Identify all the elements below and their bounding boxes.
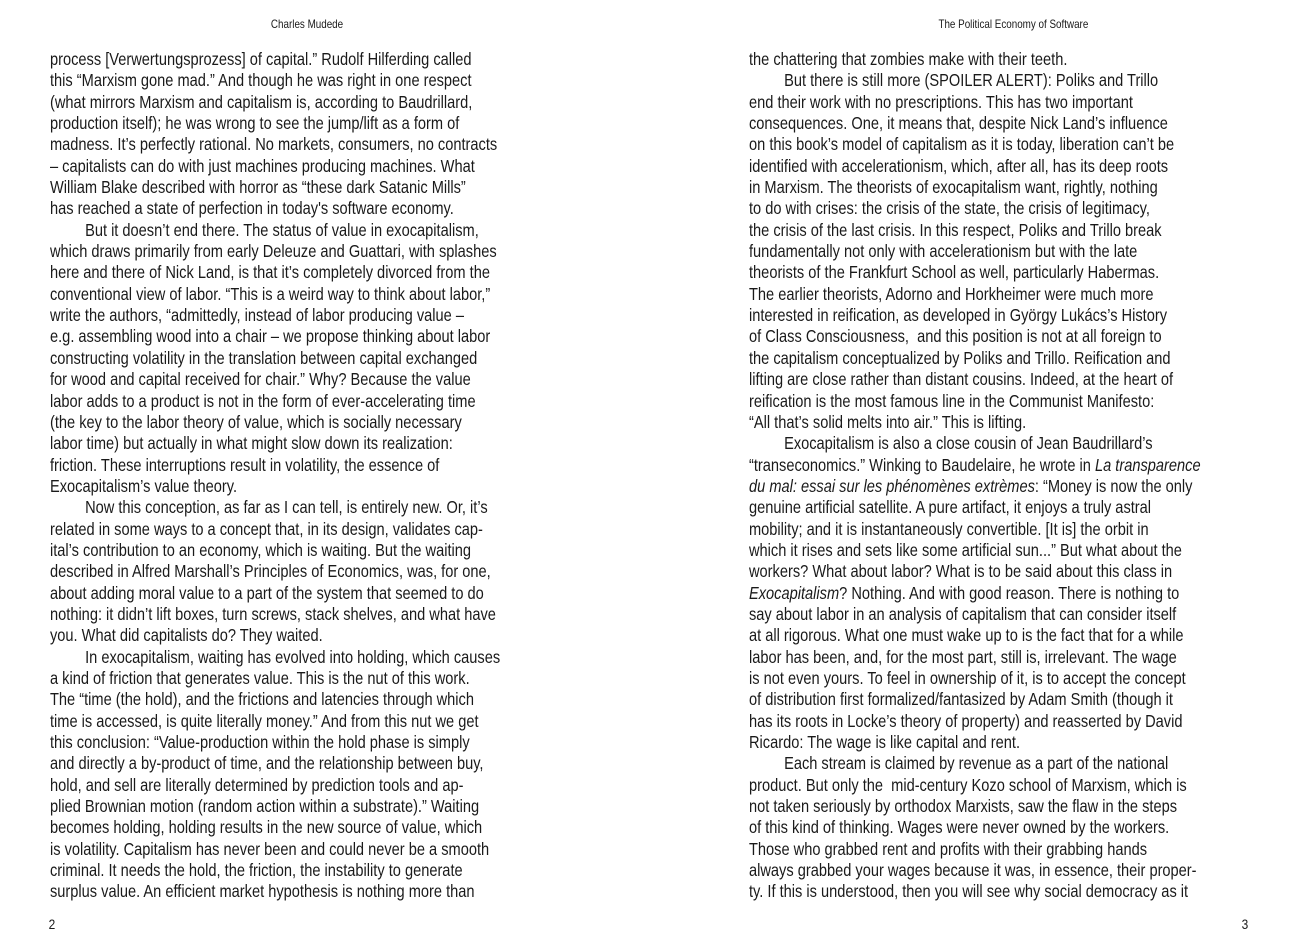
line-text: always grabbed your wages because it was, in essence, their proper- <box>749 860 1197 881</box>
text-line <box>50 625 500 646</box>
line-text: write the authors, “admittedly, instead of labor producing value – <box>50 305 464 326</box>
line-text: not taken seriously by orthodox Marxists, saw the flaw in the steps <box>749 796 1178 817</box>
text-line <box>50 305 500 326</box>
text-line <box>749 647 1201 668</box>
italic-title: Exocapitalism <box>749 582 840 603</box>
text-line <box>50 519 500 540</box>
text-line <box>50 433 500 454</box>
line-text: is not even yours. To feel in ownership of it, is to accept the concept <box>749 667 1186 688</box>
line-text: related in some ways to a concept that, in its design, validates cap- <box>50 518 483 539</box>
running-head-title: The Political Economy of Software <box>938 17 1089 31</box>
line-text: Now this conception, as far as I can tell, is entirely new. Or, it’s <box>85 497 488 518</box>
line-text: of distribution first formalized/fantasized by Adam Smith (though it <box>749 689 1173 710</box>
text-line <box>749 796 1201 817</box>
text-line <box>749 775 1201 796</box>
text-line <box>50 177 500 198</box>
line-text: described in Alfred Marshall’s Principles of Economics, was, for one, <box>50 561 491 582</box>
text-line <box>749 583 1201 604</box>
line-text: end their work with no prescriptions. This has two important <box>749 91 1133 112</box>
text-line <box>50 198 500 219</box>
line-text: at all rigorous. What one must wake up to is the fact that for a while <box>749 625 1184 646</box>
text-line <box>749 70 1201 91</box>
text-line <box>749 540 1201 561</box>
line-text: mobility; and it is instantaneously convertible. [It is] the orbit in <box>749 518 1149 539</box>
line-text: to do with crises: the crisis of the state, the crisis of legitimacy, <box>749 198 1150 219</box>
text-line <box>50 476 500 497</box>
right-page-body <box>749 49 1290 903</box>
text-line <box>50 70 500 91</box>
line-text: Exocapitalism’s value theory. <box>50 475 238 496</box>
text-line <box>749 839 1201 860</box>
text-line <box>749 689 1201 710</box>
text-line <box>749 561 1201 582</box>
text-line <box>749 92 1201 113</box>
line-text: reification is the most famous line in the Communist Manifesto: <box>749 390 1155 411</box>
line-text: Ricardo: The wage is like capital and rent. <box>749 732 1021 752</box>
text-line <box>50 796 500 817</box>
line-text: this conclusion: “Value-production within the hold phase is simply <box>50 732 470 752</box>
line-text: of this kind of thinking. Wages were never owned by the workers. <box>749 817 1170 838</box>
line-text: labor adds to a product is not in the form of ever-accelerating time <box>50 390 476 411</box>
line-text: which draws primarily from early Deleuze and Guattari, with splashes <box>50 241 497 262</box>
line-text: – capitalists can do with just machines producing machines. What <box>50 155 475 176</box>
line-text: criminal. It needs the hold, the friction, the instability to generate <box>50 860 463 881</box>
text-line <box>50 561 500 582</box>
line-text: surplus value. An efficient market hypothesis is nothing more than <box>50 881 475 902</box>
text-line <box>749 711 1201 732</box>
text-line <box>749 284 1201 305</box>
text-line <box>50 881 500 902</box>
text-line <box>749 348 1201 369</box>
page-number: 2 <box>48 916 56 932</box>
line-text: the crisis of the last crisis. In this respect, Poliks and Trillo break <box>749 219 1162 240</box>
text-line <box>749 668 1201 689</box>
text-line <box>50 113 500 134</box>
text-line <box>749 860 1201 881</box>
text-line <box>749 156 1201 177</box>
line-text: consequences. One, it means that, despite Nick Land’s influence <box>749 113 1168 134</box>
line-text: a kind of friction that generates value. This is the nut of this work. <box>50 667 470 688</box>
line-text: you. What did capitalists do? They waited. <box>50 625 323 646</box>
line-text: identified with accelerationism, which, after all, has its deep roots <box>749 155 1169 176</box>
line-text: “transeconomics.” Winking to Baudelaire, he wrote in <box>749 454 1095 475</box>
text-line <box>50 860 500 881</box>
line-text: ? Nothing. And with good reason. There is nothing to <box>839 582 1180 603</box>
line-text: time is accessed, is quite literally money.” And from this nut we get <box>50 710 479 731</box>
text-line <box>50 540 500 561</box>
line-text: has its roots in Locke’s theory of property) and reasserted by David <box>749 710 1183 731</box>
text-line <box>749 113 1201 134</box>
text-line <box>749 497 1201 518</box>
line-text: which it rises and sets like some artificial sun...” But what about the <box>749 539 1182 560</box>
line-text: of Class Consciousness, and this position is not at all foreign to <box>749 326 1162 347</box>
line-text: fundamentally not only with accelerationism but with the late <box>749 241 1138 262</box>
line-text: here and there of Nick Land, is that it’s completely divorced from the <box>50 262 490 283</box>
text-line <box>749 817 1201 838</box>
text-line <box>50 668 500 689</box>
text-line <box>749 881 1201 902</box>
text-line <box>50 241 500 262</box>
line-text: becomes holding, holding results in the new source of value, which <box>50 817 483 838</box>
text-line <box>749 134 1201 155</box>
line-text: William Blake described with horror as “these dark Satanic Mills” <box>50 177 466 198</box>
text-line <box>50 369 500 390</box>
text-line <box>50 134 500 155</box>
text-line <box>749 476 1201 497</box>
line-text: about adding moral value to a part of the system that seemed to do <box>50 582 484 603</box>
text-line <box>50 711 500 732</box>
text-line <box>749 326 1201 347</box>
text-line <box>749 753 1201 774</box>
text-line <box>50 689 500 710</box>
text-line <box>749 625 1201 646</box>
line-text: The “time (the hold), and the frictions and latencies through which <box>50 689 474 710</box>
text-line <box>50 92 500 113</box>
line-text: madness. It’s perfectly rational. No markets, consumers, no contracts <box>50 134 498 155</box>
line-text: conventional view of labor. “This is a weird way to think about labor,” <box>50 283 491 304</box>
line-text: Those who grabbed rent and profits with their grabbing hands <box>749 838 1148 859</box>
text-line <box>749 305 1201 326</box>
line-text: ty. If this is understood, then you will see why social democracy as it <box>749 881 1189 902</box>
line-text: the chattering that zombies make with their teeth. <box>749 49 1068 69</box>
text-line <box>50 348 500 369</box>
text-line <box>50 732 500 753</box>
text-line <box>749 455 1201 476</box>
line-text: in Marxism. The theorists of exocapitalism want, rightly, nothing <box>749 177 1158 198</box>
text-line <box>50 775 500 796</box>
line-text: say about labor in an analysis of capitalism that can consider itself <box>749 603 1177 624</box>
line-text: is volatility. Capitalism has never been and could never be a smooth <box>50 838 490 859</box>
text-line <box>50 455 500 476</box>
line-text: lifting are close rather than distant cousins. Indeed, at the heart of <box>749 369 1174 390</box>
text-line <box>50 284 500 305</box>
line-text: product. But only the mid-century Kozo school of Marxism, which is <box>749 774 1187 795</box>
line-text: friction. These interruptions result in volatility, the essence of <box>50 454 440 475</box>
text-line <box>749 369 1201 390</box>
line-text: on this book’s model of capitalism as it is today, liberation can’t be <box>749 134 1175 155</box>
line-text: has reached a state of perfection in today's software economy. <box>50 198 454 219</box>
line-text: interested in reification, as developed in György Lukács’s History <box>749 305 1168 326</box>
text-line <box>50 262 500 283</box>
line-text: workers? What about labor? What is to be said about this class in <box>749 561 1173 582</box>
text-line <box>50 497 500 518</box>
line-text: genuine artificial satellite. A pure artifact, it enjoys a truly astral <box>749 497 1152 518</box>
line-text: “All that’s solid melts into air.” This is lifting. <box>749 411 1027 432</box>
line-text: Each stream is claimed by revenue as a part of the national <box>784 753 1169 774</box>
text-line <box>749 412 1201 433</box>
text-line <box>50 49 500 70</box>
line-text: production itself); he was wrong to see the jump/lift as a form of <box>50 113 460 134</box>
left-page-body <box>50 49 589 903</box>
line-text: constructing volatility in the translation between capital exchanged <box>50 347 478 368</box>
italic-title: du mal: essai sur les phénomènes extrèmes <box>749 475 1035 496</box>
line-text: labor time) but actually in what might slow down its realization: <box>50 433 453 454</box>
text-line <box>50 391 500 412</box>
line-text: In exocapitalism, waiting has evolved into holding, which causes <box>85 646 501 667</box>
line-text: But it doesn’t end there. The status of value in exocapitalism, <box>85 219 479 240</box>
running-head-author: Charles Mudede <box>270 17 344 31</box>
line-text: Exocapitalism is also a close cousin of Jean Baudrillard’s <box>784 433 1153 454</box>
text-line <box>50 604 500 625</box>
text-line <box>50 839 500 860</box>
text-line <box>749 262 1201 283</box>
line-text: e.g. assembling wood into a chair – we propose thinking about labor <box>50 326 491 347</box>
line-text: this “Marxism gone mad.” And though he was right in one respect <box>50 70 472 91</box>
italic-title: La transparence <box>1094 454 1201 475</box>
text-line <box>749 177 1201 198</box>
line-text: for wood and capital received for chair.” Why? Because the value <box>50 369 471 390</box>
text-line <box>749 198 1201 219</box>
page-number: 3 <box>1241 916 1249 932</box>
text-line <box>749 604 1201 625</box>
line-text: (what mirrors Marxism and capitalism is, according to Baudrillard, <box>50 91 473 112</box>
text-line <box>749 519 1201 540</box>
text-line <box>50 220 500 241</box>
text-line <box>50 647 500 668</box>
text-line <box>50 583 500 604</box>
line-text: The earlier theorists, Adorno and Horkheimer were much more <box>749 283 1154 304</box>
line-text: the capitalism conceptualized by Poliks and Trillo. Reification and <box>749 347 1171 368</box>
text-line <box>749 220 1201 241</box>
line-text: hold, and sell are literally determined by prediction tools and ap- <box>50 774 464 795</box>
line-text: nothing: it didn’t lift boxes, turn screws, stack shelves, and what have <box>50 603 496 624</box>
text-line <box>50 412 500 433</box>
line-text: (the key to the labor theory of value, which is socially necessary <box>50 411 462 432</box>
text-line <box>50 817 500 838</box>
line-text: : “Money is now the only <box>1034 475 1193 496</box>
text-line <box>50 156 500 177</box>
line-text: ital’s contribution to an economy, which is waiting. But the waiting <box>50 539 472 560</box>
text-line <box>749 732 1201 753</box>
text-line <box>749 49 1201 70</box>
text-line <box>50 753 500 774</box>
line-text: But there is still more (SPOILER ALERT): Poliks and Trillo <box>784 70 1159 91</box>
text-line <box>749 391 1201 412</box>
line-text: theorists of the Frankfurt School as well, particularly Habermas. <box>749 262 1160 283</box>
text-line <box>749 241 1201 262</box>
text-line <box>749 433 1201 454</box>
line-text: and directly a by-product of time, and the relationship between buy, <box>50 753 484 774</box>
text-line <box>50 326 500 347</box>
line-text: process [Verwertungsprozess] of capital.” Rudolf Hilferding called <box>50 49 472 69</box>
line-text: labor has been, and, for the most part, still is, irrelevant. The wage <box>749 646 1177 667</box>
line-text: plied Brownian motion (random action within a substrate).” Waiting <box>50 796 480 817</box>
